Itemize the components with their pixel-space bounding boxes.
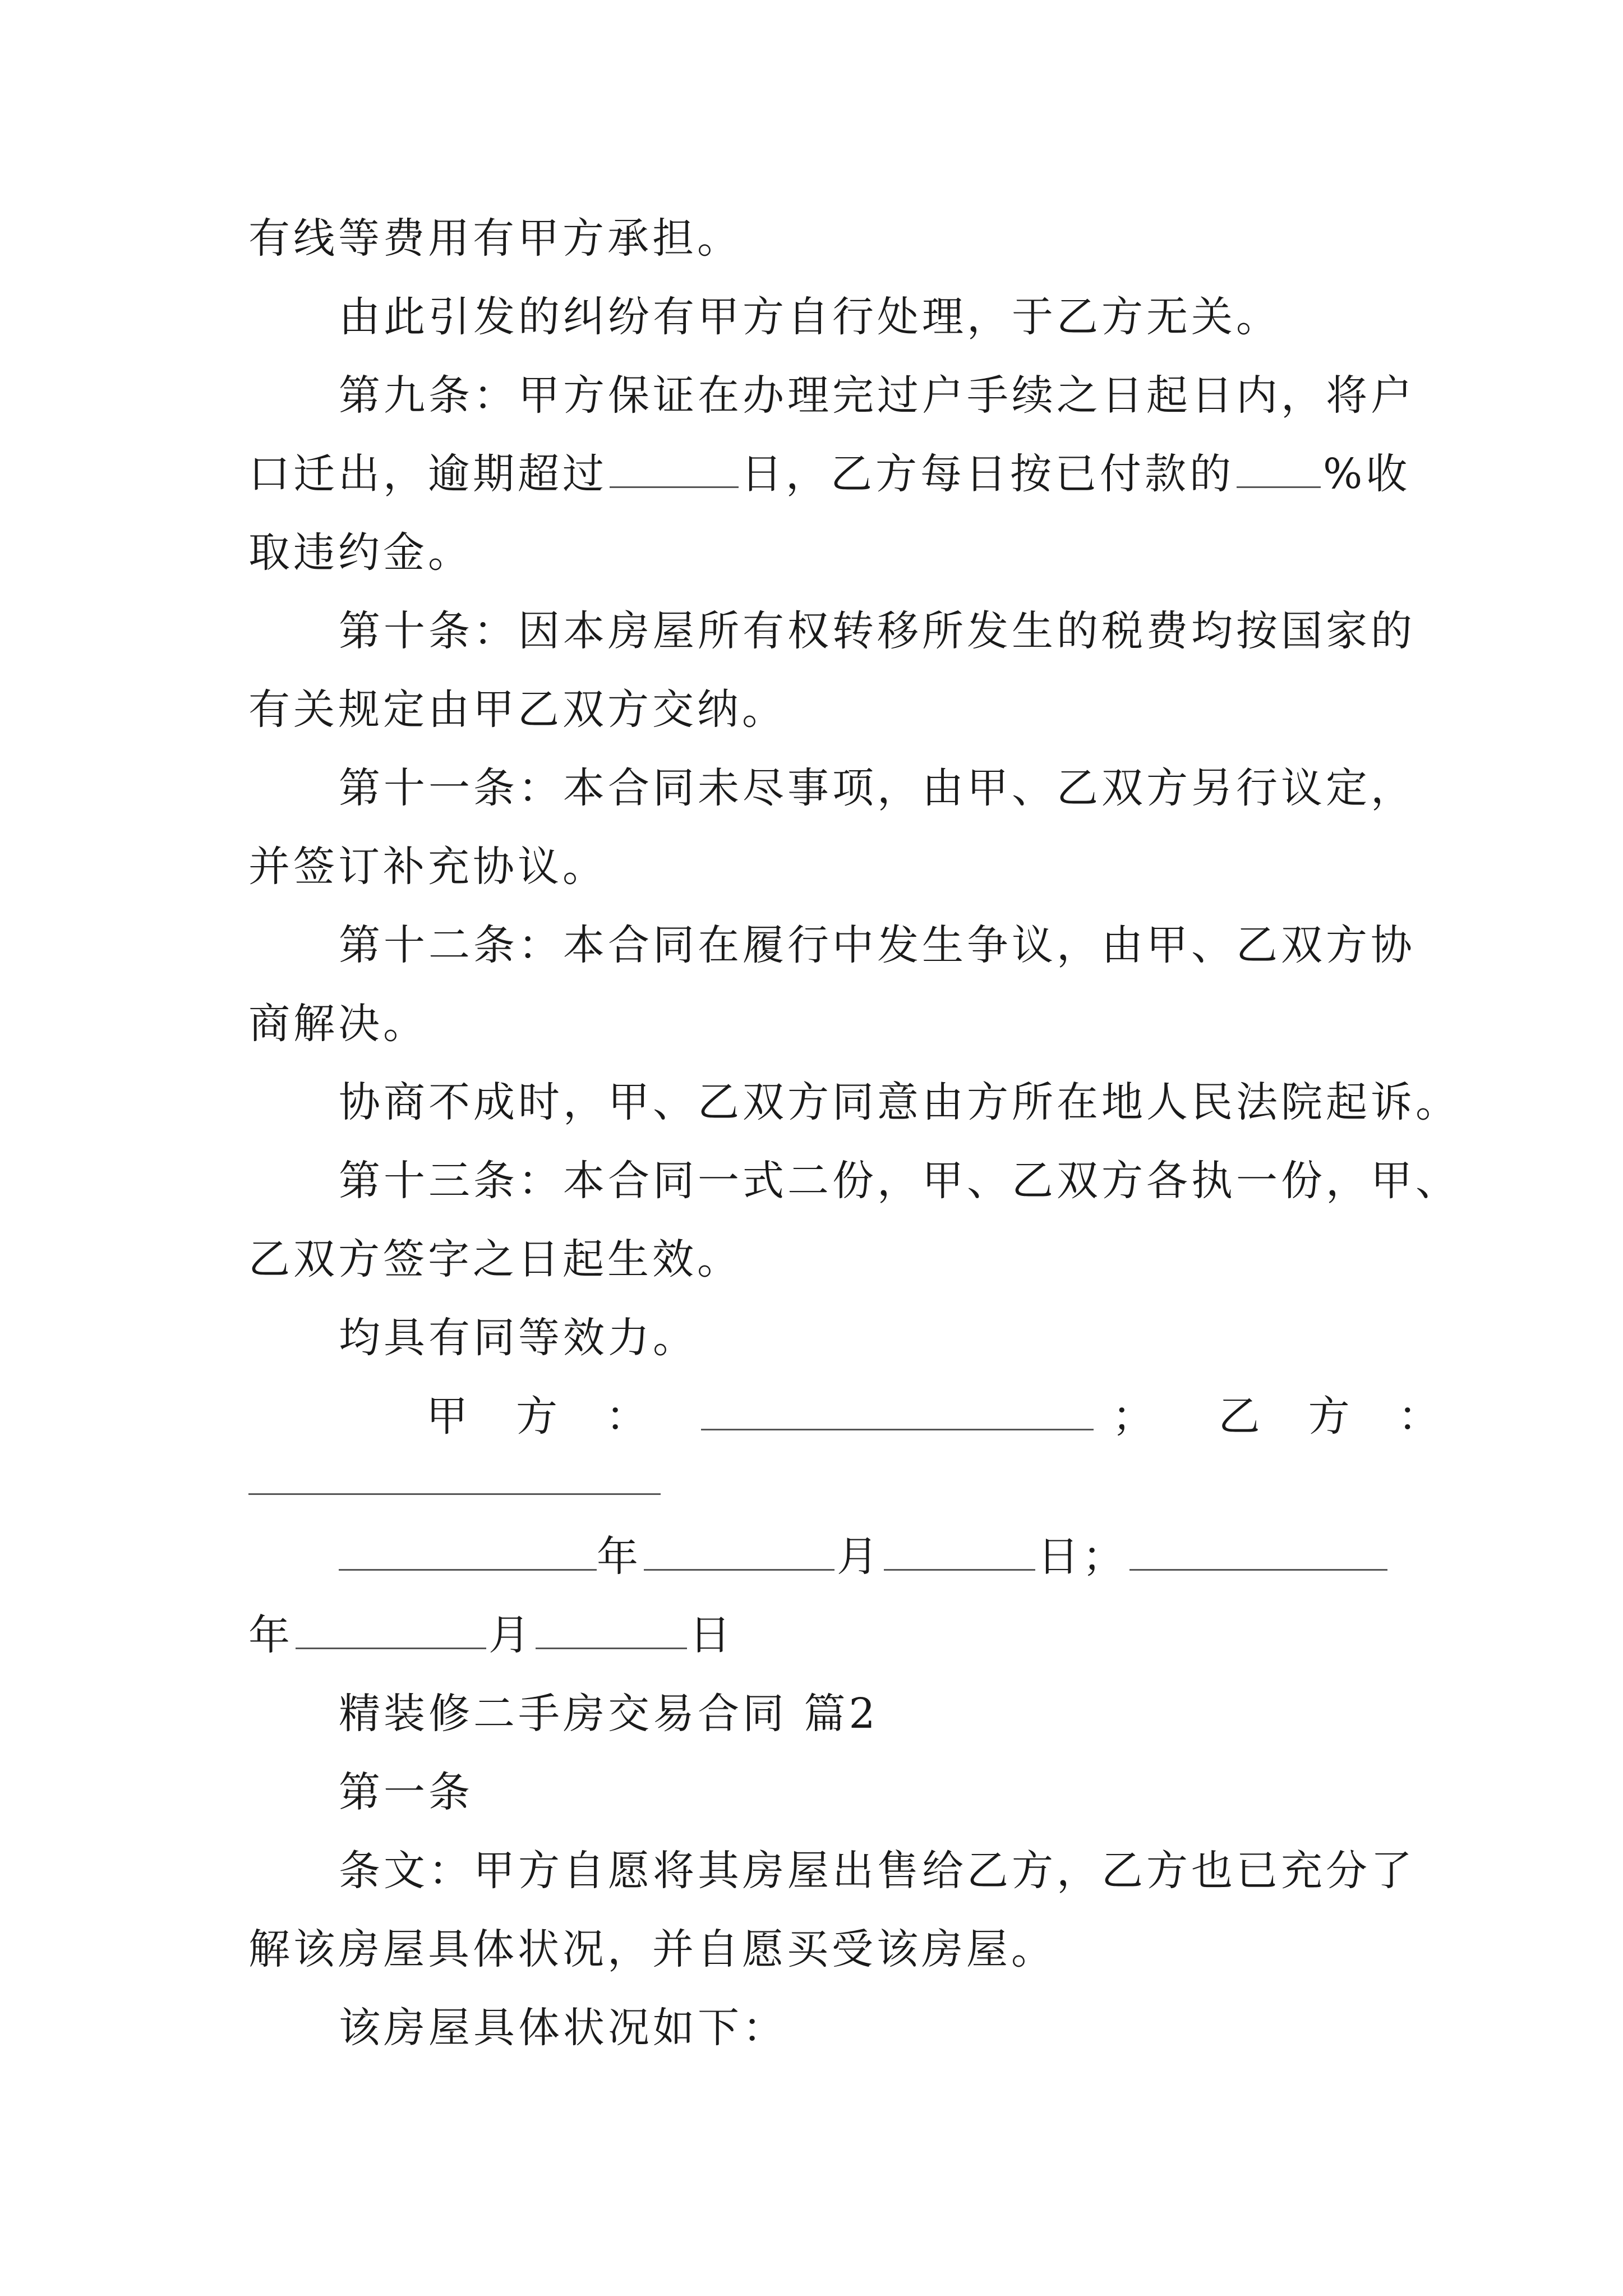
paragraph-line: 均具有同等效力。	[339, 1314, 698, 1362]
article-heading: 第一条	[339, 1768, 473, 1816]
text-segment: 日，乙方每日按已付款的	[741, 450, 1234, 498]
text-segment: %收	[1323, 450, 1411, 498]
paragraph-line: 乙双方签字之日起生效。	[248, 1235, 742, 1283]
article-13-line: 第十三条：本合同一式二份，甲、乙双方各执一份，甲、	[339, 1157, 1460, 1205]
fill-blank	[610, 452, 739, 488]
article-11-line: 第十一条：本合同未尽事项，由甲、乙双方另行议定，	[339, 764, 1415, 812]
date-row-cont	[248, 1607, 734, 1663]
signature-row-cont	[248, 1453, 661, 1509]
article-9-line: 第九条：甲方保证在办理完过户手续之日起日内，将户	[339, 371, 1415, 420]
day-blank	[536, 1613, 687, 1649]
paragraph-line: 有线等费用有甲方承担。	[248, 214, 742, 263]
party-a-signature-blank	[701, 1394, 1094, 1430]
party-a-label: 甲 方 ：	[426, 1392, 651, 1441]
party-b-signature-blank	[248, 1458, 661, 1495]
paragraph-line: 有关规定由甲乙双方交纳。	[248, 685, 787, 734]
date-row	[339, 1529, 1390, 1585]
day-label: 日；	[1038, 1533, 1127, 1581]
paragraph-line: 并签订补充协议。	[248, 843, 607, 891]
paragraph-line: 取违约金。	[248, 528, 473, 577]
paragraph-line: 该房屋具体状况如下：	[339, 2004, 787, 2052]
day-blank	[884, 1534, 1035, 1571]
month-label: 月	[488, 1611, 533, 1659]
article-10-line: 第十条：因本房屋所有权转移所发生的税费均按国家的	[339, 607, 1415, 655]
paragraph-line: 商解决。	[248, 1000, 428, 1048]
month-label: 月	[837, 1533, 882, 1581]
day-label: 日	[689, 1611, 734, 1659]
year-label: 年	[597, 1533, 642, 1581]
signature-row	[426, 1388, 1443, 1444]
separator: ；	[1112, 1392, 1158, 1441]
party-b-label: 乙 方 ：	[1218, 1392, 1443, 1441]
clause-line-2: 解该房屋具体状况，并自愿买受该房屋。	[248, 1925, 1056, 1973]
paragraph-line: 由此引发的纠纷有甲方自行处理，于乙方无关。	[339, 293, 1281, 341]
month-blank	[644, 1534, 834, 1571]
fill-blank	[1237, 452, 1321, 488]
section-title: 精装修二手房交易合同 篇2	[339, 1690, 879, 1738]
year-blank	[1129, 1534, 1387, 1571]
month-blank	[296, 1613, 486, 1649]
year-blank	[339, 1534, 597, 1571]
year-label: 年	[248, 1611, 293, 1659]
article-9-line-2	[248, 446, 1410, 502]
paragraph-line: 协商不成时，甲、乙双方同意由方所在地人民法院起诉。	[339, 1078, 1460, 1126]
clause-line: 条文：甲方自愿将其房屋出售给乙方，乙方也已充分了	[339, 1847, 1415, 1895]
text-segment: 口迁出，逾期超过	[248, 450, 607, 498]
article-12-line: 第十二条：本合同在履行中发生争议，由甲、乙双方协	[339, 921, 1415, 969]
